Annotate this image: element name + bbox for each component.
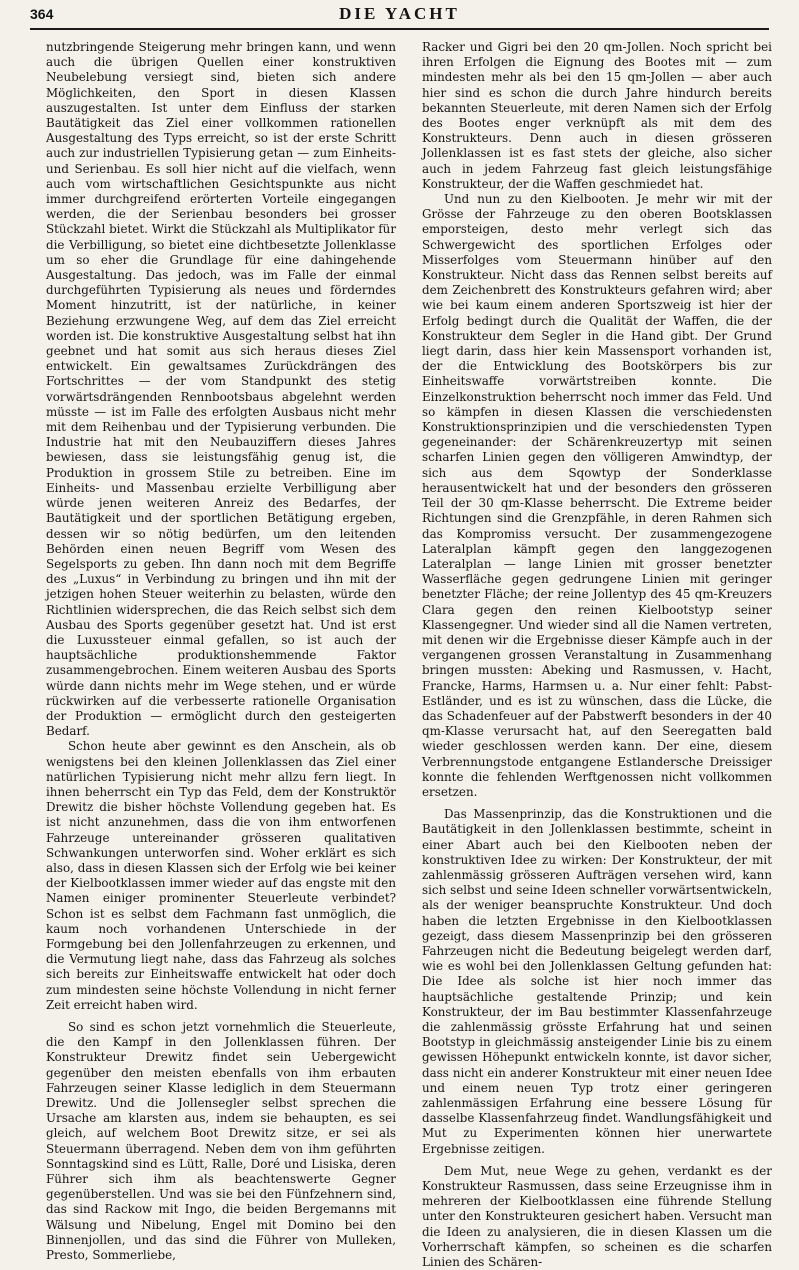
left-column [46,40,396,1263]
paragraph: Schon heute aber gewinnt es den Anschein, als ob wenigstens bei den kleinen Jollenklassen das Ziel einer natürlichen Typisierung nicht mehr allzu fern liegt. In ihnen beherrscht ein Typ das Feld, dem der Konstruktör Drewitz die bisher höchste Vollendung gegeben hat. Es ist nicht anzunehmen, dass die von ihm entworfenen Fahrzeuge untereinander grösseren qualitativen Schwankungen unterworfen sind. Woher erklärt es sich also, dass in diesen Klassen sich der Erfolg wie bei keiner der Kielbootklassen immer wieder auf das engste mit den Namen einiger prominenter Steuerleute verbindet? Schon ist es selbst dem Fachmann fast unmöglich, die kaum noch vorhandenen Unterschiede in der Formgebung bei den Jollenfahrzeugen zu erkennen, und die Vermutung liegt nahe, dass das Fahrzeug als solches sich bereits zur Einheitswaffe entwickelt hat oder doch zum mindesten seine höchste Vollendung in nicht ferner Zeit erreicht haben wird. [46,739,396,1012]
journal-title: DIE YACHT [339,4,460,23]
paragraph: So sind es schon jetzt vornehmlich die Steuerleute, die den Kampf in den Jollenklassen führen. Der Konstrukteur Drewitz findet sein Uebergewicht gegenüber den meisten ebenfalls von ihm erbauten Fahrzeugen seiner Klasse lediglich in dem Steuermann Drewitz. Und die Jollensegler selbst sprechen die Ursache am klarsten aus, indem sie behaupten, es sei gleich, auf welchem Boot Drewitz sitze, er sei als Steuermann überragend. Neben dem von ihm geführten Sonntagskind sind es Lütt, Ralle, Doré und Lisiska, deren Führer sich ihm als beachtenswerte Gegner gegenüberstellen. Und was sie bei den Fünfzehnern sind, das sind Rackow mit Ingo, die beiden Bergemanns mit Wälsung und Nibelung, Engel mit Domino bei den Binnenjollen, und das sind die Führer von Mulleken, Presto, Sommerliebe, [46,1020,396,1263]
paragraph: Und nun zu den Kielbooten. Je mehr wir mit der Grösse der Fahrzeuge zu den oberen Bootsklassen emporsteigen, desto mehr verlegt sich das Schwergewicht des sportlichen Erfolges oder Misserfolges vom Steuermann hinüber auf den Konstrukteur. Nicht dass das Rennen selbst bereits auf dem Zeichenbrett des Konstrukteurs gefahren wird; aber wie bei kaum einem anderen Sportszweig ist hier der Erfolg bedingt durch die Qualität der Waffen, die der Konstrukteur dem Segler in die Hand gibt. Der Grund liegt darin, dass hier kein Massensport vorhanden ist, der die Entwicklung des Bootskörpers bis zur Einheitswaffe vorwärtstreiben konnte. Die Einzelkonstruktion beherrscht noch immer das Feld. Und so kämpfen in diesen Klassen die verschiedensten Konstruktionsprinzipien und die verschiedensten Typen gegeneinander: der Schärenkreuzertyp mit seinen scharfen Linien gegen den völligeren Amwindtyp, der sich aus dem Sqowtyp der Sonderklasse herausentwickelt hat und der besonders den grösseren Teil der 30 qm-Klasse beherrscht. Die Extreme beider Richtungen sind die Grenzpfähle, in deren Rahmen sich das Kompromiss versucht. Der zusammengezogene Lateralplan kämpft gegen den langgezogenen Lateralplan — lange Linien mit grosser benetzter Wasserfläche gegen gedrungene Linien mit geringer benetzter Fläche; der reine Jollentyp des 45 qm-Kreuzers Clara gegen den reinen Kielbootstyp seiner Klassengegner. Und wieder sind all die Namen vertreten, mit denen wir die Ergebnisse dieser Kämpfe auch in der vergangenen grossen Veranstaltung in Zusammenhang bringen mussten: Abeking und Rasmussen, v. Hacht, Francke, Harms, Harmsen u. a. Nur einer fehlt: Pabst-Estländer, und es ist zu wünschen, dass die Lücke, die das Schadenfeuer auf der Pabstwerft besonders in der 40 qm-Klasse verursacht hat, auf den Seeregatten bald wieder geschlossen werden kann. Der eine, diesem Verbrennungstode entgangene Estlandersche Dreissiger konnte die fehlenden Werftgenossen nicht vollkommen ersetzen. [422,192,772,799]
page-number: 364 [30,6,54,22]
paragraph: nutzbringende Steigerung mehr bringen kann, und wenn auch die übrigen Quellen einer konstruktiven Neubelebung versiegt sind, bieten sich andere Möglichkeiten, den Sport in diesen Klassen auszugestalten. Ist unter dem Einfluss der starken Bautätigkeit das Ziel einer vollkommen rationellen Ausgestaltung des Typs erreicht, so ist der erste Schritt auch zur industriellen Typisierung getan — zum Einheits- und Serienbau. Es soll hier nicht auf die vielfach, wenn auch vom wirtschaftlichen Gesichtspunkte aus nicht immer durchgreifend erörterten Vorteile eingegangen werden, die der Serienbau besonders bei grosser Stückzahl bietet. Wirkt die Stückzahl als Multiplikator für die Verbilligung, so bietet eine dichtbesetzte Jollenklasse um so eher die Grundlage für eine dahingehende Ausgestaltung. Das jedoch, was im Falle der einmal durchgeführten Typisierung als neues und förderndes Moment hinzutritt, ist der natürliche, in keiner Beziehung erzwungene Weg, auf dem das Ziel erreicht worden ist. Die konstruktive Ausgestaltung selbst hat ihn geebnet und hat somit aus sich heraus dieses Ziel entwickelt. Ein gewaltsames Zurückdrängen des Fortschrittes — der vom Standpunkt des stetig vorwärtsdrängenden Rennbootsbaus abgelehnt werden müsste — ist im Falle des erfolgten Ausbaus nicht mehr mit dem Reihenbau und der Typisierung verbunden. Die Industrie hat mit den Neubauziffern dieses Jahres bewiesen, dass sie leistungsfähig genug ist, die Produktion in grossem Stile zu betreiben. Eine im Einheits- und Massenbau erzielte Verbilligung aber würde jenen weiteren Anreiz des Bedarfes, der Bautätigkeit und der sportlichen Betätigung ergeben, dessen wir so nötig bedürfen, um den leitenden Behörden einen neuen Begriff vom Wesen des Segelsports zu geben. Ihn dann noch mit dem Begriffe des „Luxus“ in Verbindung zu bringen und ihn mit der jetzigen hohen Steuer weiterhin zu belasten, würde den Richtlinien widersprechen, die das Reich selbst sich dem Ausbau des Sports gegenüber gesetzt hat. Und ist erst die Luxussteuer einmal gefallen, so ist auch der hauptsächliche produktionshemmende Faktor zusammengebrochen. Einem weiteren Ausbau des Sports würde dann nichts mehr im Wege stehen, und er würde rückwirken auf die verbesserte rationelle Organisation der Produktion — ermöglicht durch den gesteigerten Bedarf. [46,40,396,739]
paragraph: Das Massenprinzip, das die Konstruktionen und die Bautätigkeit in den Jollenklassen bestimmte, scheint in einer Abart auch bei den Kielbooten neben der konstruktiven Idee zu wirken: Der Konstrukteur, der mit zahlenmässig grösseren Aufträgen versehen wird, kann sich selbst und seine Ideen schneller vorwärtsentwickeln, als der weniger beanspruchte Konstrukteur. Und doch haben die letzten Ergebnisse in den Kielbootklassen gezeigt, dass diesem Massenprinzip bei den grösseren Fahrzeugen nicht die Bedeutung beigelegt werden darf, wie es wohl bei den Jollenklassen Geltung gefunden hat: Die Idee als solche ist hier noch immer das hauptsächliche gestaltende Prinzip; und kein Konstrukteur, der im Bau bestimmter Klassenfahrzeuge die zahlenmässig grösste Erfahrung hat und seinen Bootstyp in gleichmässig ansteigender Linie bis zu einem gewissen Höhepunkt entwickeln konnte, ist davor sicher, dass nicht ein anderer Konstrukteur mit einer neuen Idee und einem neuen Typ trotz einer geringeren zahlenmässigen Erfahrung eine bessere Lösung für dasselbe Klassenfahrzeug findet. Wandlungsfähigkeit und Mut zu Experimenten können hier unerwartete Ergebnisse zeitigen. [422,807,772,1156]
paragraph: Dem Mut, neue Wege zu gehen, verdankt es der Konstrukteur Rasmussen, dass seine Erzeugnisse ihm in mehreren der Kielbootklassen eine führende Stellung unter den Konstrukteuren gesichert haben. Versucht man die Ideen zu analysieren, die in diesen Klassen um die Vorherrschaft kämpfen, so scheinen es die scharfen Linien des Schären- [422,1163,772,1270]
page-header [30,6,769,30]
paragraph: Racker und Gigri bei den 20 qm-Jollen. Noch spricht bei ihren Erfolgen die Eignung des Bootes mit — zum mindesten mehr als bei den 15 qm-Jollen — aber auch hier sind es schon die durch Jahre hindurch bereits bekannten Steuerleute, mit deren Namen sich der Erfolg des Bootes enger verknüpft als mit dem des Konstrukteurs. Denn auch in diesen grösseren Jollenklassen ist es fast stets der gleiche, also sicher auch in jedem Fahrzeug fast gleich leistungsfähige Konstrukteur, der die Waffen geschmiedet hat. [422,40,772,191]
right-column [422,40,772,1270]
article-body [46,40,772,1270]
